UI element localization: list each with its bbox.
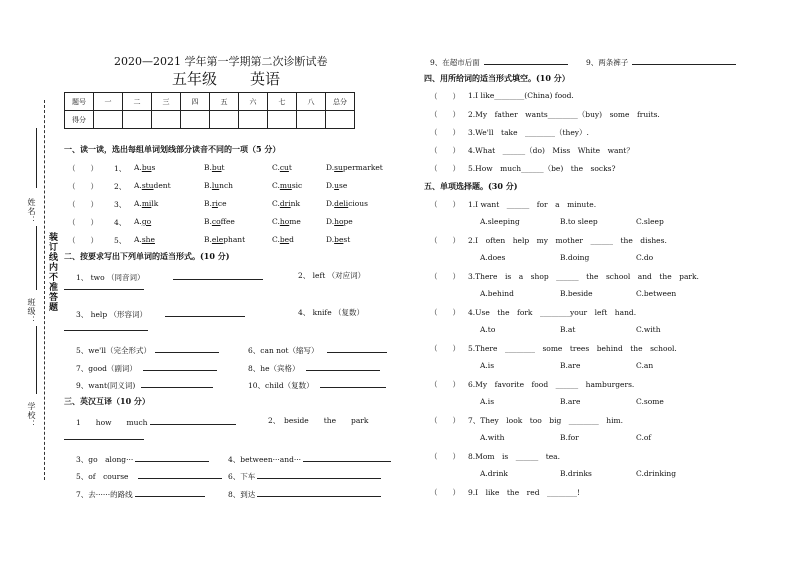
- s3-item: 4、between···and···: [228, 452, 391, 465]
- s1-option: C.cut: [272, 163, 292, 172]
- s3-item: 3、go along···: [76, 452, 209, 465]
- score-cell: 七: [268, 93, 297, 111]
- s1-answer-paren[interactable]: （ ）: [68, 218, 98, 227]
- s5-answer-paren[interactable]: （ ）: [430, 488, 460, 497]
- s1-answer-paren[interactable]: （ ）: [68, 164, 98, 173]
- score-input-cell[interactable]: [268, 111, 297, 129]
- s5-answer-paren[interactable]: （ ）: [430, 344, 460, 353]
- s5-option-b: B.to sleep: [560, 217, 598, 226]
- s1-option: B.coffee: [204, 217, 235, 226]
- s1-option: A.she: [134, 235, 155, 244]
- s1-answer-paren[interactable]: （ ）: [68, 236, 98, 245]
- school-line: [36, 326, 37, 394]
- s5-option-c: C.do: [636, 253, 654, 262]
- s5-answer-paren[interactable]: （ ）: [430, 452, 460, 461]
- s5-option-b: B.are: [560, 361, 581, 370]
- s5-question: 1.I want ______ for a minute.: [468, 200, 597, 209]
- score-cell: 五: [210, 93, 239, 111]
- s5-question: 8.Mom is ______ tea.: [468, 452, 561, 461]
- s2-item: 4、 knife （复数）: [298, 308, 365, 317]
- s3-item: 7、去······的路线: [76, 487, 205, 500]
- s5-answer-paren[interactable]: （ ）: [430, 236, 460, 245]
- score-cell: 三: [152, 93, 181, 111]
- s2-item: 9、want(同义词): [76, 378, 213, 391]
- s1-option: C.music: [272, 181, 303, 190]
- s5-answer-paren[interactable]: （ ）: [430, 272, 460, 281]
- binding-line: [44, 100, 45, 480]
- name-label: 姓名：: [27, 198, 36, 225]
- score-input-cell[interactable]: [94, 111, 123, 129]
- s5-option-a: A.drink: [480, 469, 508, 478]
- seal-notice: 装订线内不准答题: [47, 232, 57, 312]
- score-cell: 一: [94, 93, 123, 111]
- s3-item: 9、两条裤子: [586, 55, 736, 68]
- s5-answer-paren[interactable]: （ ）: [430, 200, 460, 209]
- s1-option: D.best: [326, 235, 351, 244]
- exam-grade: 五年级: [172, 70, 218, 88]
- s5-option-b: B.at: [560, 325, 576, 334]
- s1-option: D.supermarket: [326, 163, 383, 172]
- score-cell: 六: [239, 93, 268, 111]
- score-input-cell[interactable]: [297, 111, 326, 129]
- s1-question-number: 3、: [114, 200, 127, 209]
- s1-question-number: 2、: [114, 182, 127, 191]
- s3-item: 8、到达: [228, 487, 381, 500]
- s1-question-number: 5、: [114, 236, 127, 245]
- s1-option: D.delicious: [326, 199, 368, 208]
- s5-answer-paren[interactable]: （ ）: [430, 380, 460, 389]
- s4-question: 4.What ______（do) Miss White want？: [468, 146, 634, 155]
- score-cell: 总分: [326, 93, 355, 111]
- s2-item: 3、 help （形容词）: [76, 307, 245, 320]
- s5-option-c: C.between: [636, 289, 677, 298]
- s4-answer-paren[interactable]: （ ）: [430, 110, 460, 119]
- s5-option-b: B.beside: [560, 289, 593, 298]
- s1-option: C.drink: [272, 199, 301, 208]
- s4-question: 1.I like________(China) food.: [468, 91, 574, 100]
- section3-heading: 三、英汉互译（10 分）: [64, 396, 150, 406]
- score-cell: 四: [181, 93, 210, 111]
- s4-question: 3.We'll take ________（they）.: [468, 128, 589, 137]
- score-input-cell[interactable]: [152, 111, 181, 129]
- score-table-header-row: [65, 93, 355, 111]
- score-table: [64, 92, 355, 129]
- class-label: 班级：: [27, 298, 36, 325]
- score-input-cell[interactable]: [181, 111, 210, 129]
- s4-answer-paren[interactable]: （ ）: [430, 164, 460, 173]
- score-input-cell[interactable]: [239, 111, 268, 129]
- s1-option: B.elephant: [204, 235, 246, 244]
- s5-question: 5.There ________ some trees behind the school.: [468, 344, 677, 353]
- s1-option: B.but: [204, 163, 225, 172]
- s5-option-a: A.is: [480, 397, 495, 406]
- s5-option-a: A.behind: [480, 289, 514, 298]
- s5-option-b: B.are: [560, 397, 581, 406]
- s5-question: 3.There is a shop ______ the school and the park.: [468, 272, 699, 281]
- s5-option-b: B.doing: [560, 253, 590, 262]
- s4-answer-paren[interactable]: （ ）: [430, 92, 460, 101]
- s1-option: C.bed: [272, 235, 294, 244]
- s3-item: 2、 beside the park: [268, 416, 369, 425]
- school-label: 学校：: [27, 402, 36, 429]
- s4-question: 5.How much______（be) the socks?: [468, 164, 616, 173]
- name-line: [36, 128, 37, 188]
- s5-option-c: C.an: [636, 361, 654, 370]
- score-input-cell[interactable]: [123, 111, 152, 129]
- s1-answer-paren[interactable]: （ ）: [68, 182, 98, 191]
- score-cell: 八: [297, 93, 326, 111]
- s5-question: 2.I often help my mother ______ the dishes.: [468, 236, 667, 245]
- s5-option-b: B.drinks: [560, 469, 592, 478]
- s4-answer-paren[interactable]: （ ）: [430, 128, 460, 137]
- s2-item: 2、 left （对应词）: [298, 271, 366, 280]
- score-cell: 二: [123, 93, 152, 111]
- exam-subject: 英语: [250, 70, 281, 88]
- s3-answer-line[interactable]: [64, 439, 144, 440]
- s5-option-a: A.does: [480, 253, 506, 262]
- s5-answer-paren[interactable]: （ ）: [430, 308, 460, 317]
- s2-item: 8、he（宾格）: [248, 361, 380, 374]
- s5-answer-paren[interactable]: （ ）: [430, 416, 460, 425]
- s5-option-a: A.is: [480, 361, 495, 370]
- s5-question: 7、They look too big ________ him.: [468, 416, 624, 425]
- s1-option: B.rice: [204, 199, 227, 208]
- s1-option: D.use: [326, 181, 348, 190]
- s2-item: 6、can not（缩写）: [248, 343, 387, 356]
- s5-option-c: C.with: [636, 325, 661, 334]
- s5-option-a: A.to: [480, 325, 496, 334]
- score-cell: 题号: [65, 93, 94, 111]
- class-line: [36, 226, 37, 290]
- s5-option-c: C.some: [636, 397, 664, 406]
- s5-question: 6.My favorite food ______ hamburgers.: [468, 380, 635, 389]
- s5-question: 9.I like the red ________!: [468, 488, 581, 497]
- s2-answer-line[interactable]: [64, 289, 144, 290]
- s3-item: 9、在超市后面: [430, 55, 568, 68]
- exam-title: 2020—2021 学年第一学期第二次诊断试卷: [114, 55, 328, 68]
- s1-option: A.go: [134, 217, 152, 226]
- s2-item: 5、we'll（完全形式）: [76, 343, 219, 356]
- s2-answer-line[interactable]: [64, 330, 148, 331]
- s5-question: 4.Use the fork ________your left hand.: [468, 308, 637, 317]
- s4-answer-paren[interactable]: （ ）: [430, 146, 460, 155]
- s2-item: 7、good（副词）: [76, 361, 217, 374]
- s1-option: A.student: [134, 181, 171, 190]
- s5-option-a: A.sleeping: [480, 217, 520, 226]
- section1-heading: 一、读一读，选出每组单词划线部分读音不同的一项（5 分）: [64, 144, 281, 154]
- score-input-cell[interactable]: [210, 111, 239, 129]
- s1-option: C.home: [272, 217, 301, 226]
- s1-option: B.lunch: [204, 181, 234, 190]
- s5-option-c: C.sleep: [636, 217, 664, 226]
- s5-option-c: C.drinking: [636, 469, 677, 478]
- score-table-score-row: [65, 111, 355, 129]
- s2-item: 1、 two （同音词）: [76, 270, 263, 283]
- s1-option: A.milk: [134, 199, 159, 208]
- s2-item: 10、child（复数）: [248, 378, 386, 391]
- s4-question: 2.My father wants________（buy) some fruits.: [468, 110, 660, 119]
- s1-option: A.bus: [134, 163, 156, 172]
- s5-option-c: C.of: [636, 433, 652, 442]
- s1-option: D.hope: [326, 217, 353, 226]
- s5-option-b: B.for: [560, 433, 579, 442]
- s3-item: 6、下车: [228, 469, 381, 482]
- section4-heading: 四、用所给词的适当形式填空。(10 分）: [424, 73, 570, 83]
- s5-option-a: A.with: [480, 433, 505, 442]
- section2-heading: 二、按要求写出下列单词的适当形式。(10 分): [64, 251, 230, 261]
- score-row-label: 得分: [65, 111, 94, 129]
- s1-question-number: 4、: [114, 218, 127, 227]
- section5-heading: 五、单项选择题。(30 分): [424, 181, 518, 191]
- s3-item: 1 how much: [76, 415, 236, 428]
- s1-question-number: 1、: [114, 164, 127, 173]
- s1-answer-paren[interactable]: （ ）: [68, 200, 98, 209]
- s3-item: 5、of course: [76, 469, 222, 482]
- score-input-cell[interactable]: [326, 111, 355, 129]
